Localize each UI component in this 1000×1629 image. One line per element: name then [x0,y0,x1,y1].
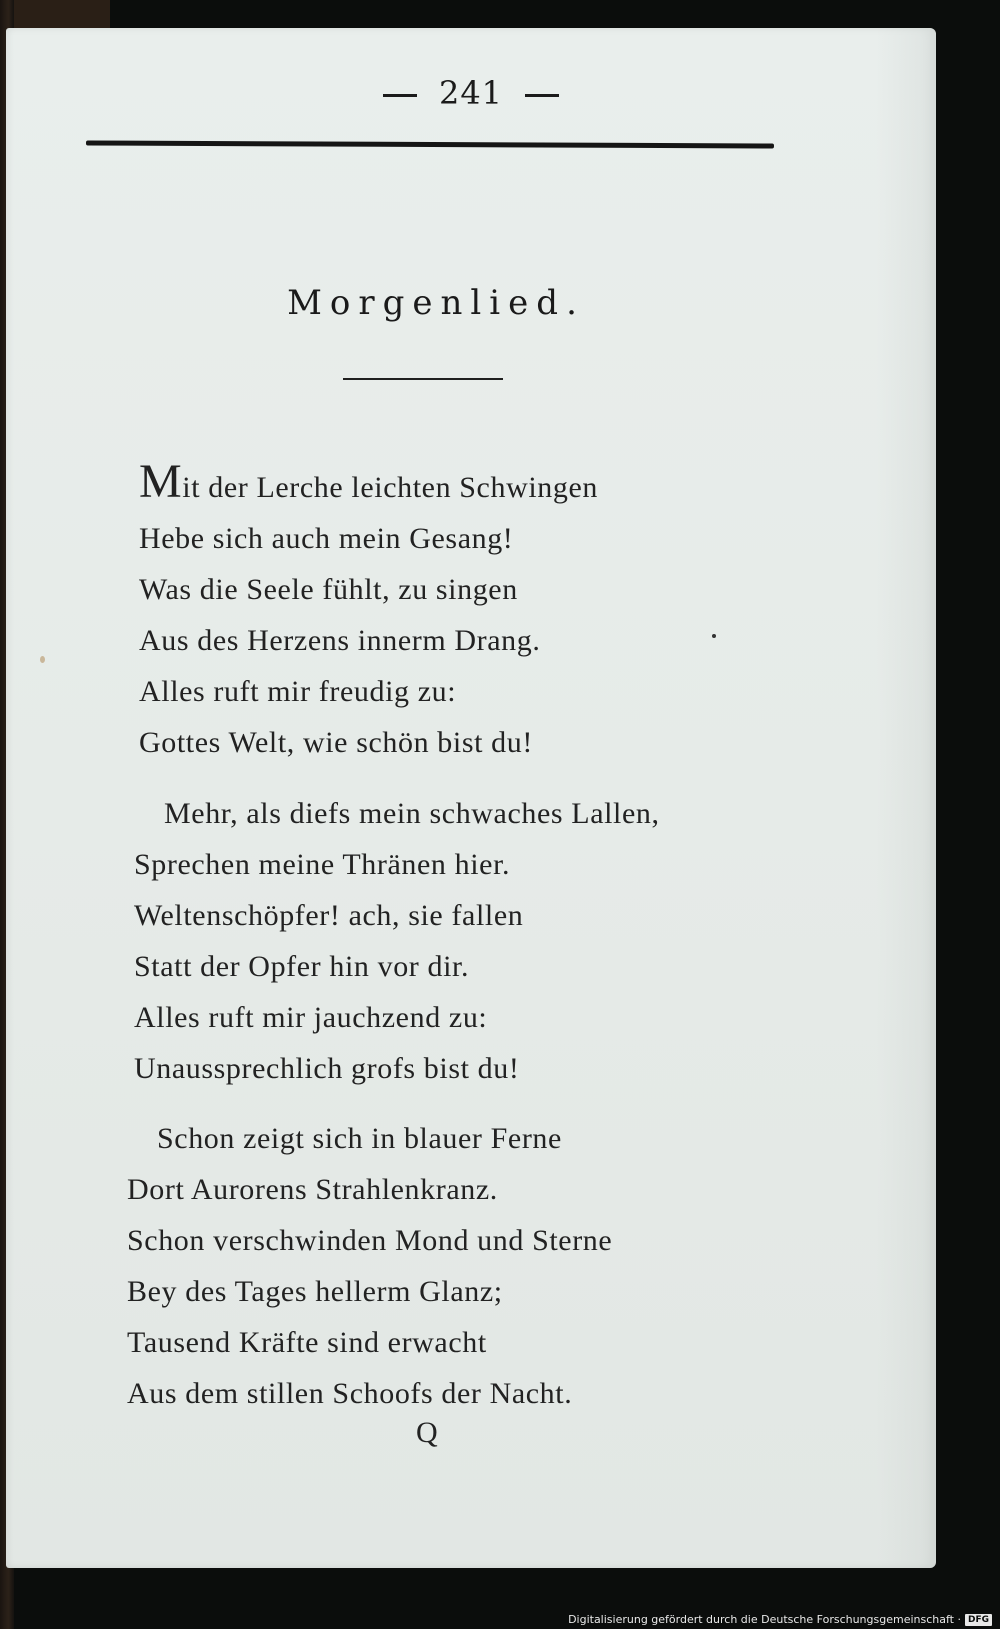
catchword: Q [416,1416,438,1449]
line-1-text: it der Lerche leichten Schwingen [182,471,598,504]
page-header [6,74,936,112]
stanza-3-line-1: Schon zeigt sich in blauer Ferne [157,1122,562,1155]
stanza-1-line-3: Was die Seele fühlt, zu singen [139,573,518,606]
stanza-3-line-3: Schon verschwinden Mond und Sterne [127,1224,613,1257]
stanza-3 [127,1113,612,1419]
stanza-1-line-1 [139,455,598,513]
page-number: 241 [438,74,504,112]
stanza-3-line-2: Dort Aurorens Strahlenkranz. [127,1173,498,1206]
stanza-2-line-4: Statt der Opfer hin vor dir. [134,950,470,983]
paper-speck [40,656,45,663]
stanza-1-line-5: Alles ruft mir freudig zu: [139,675,457,708]
stanza-1-line-2: Hebe sich auch mein Gesang! [139,522,514,555]
stanza-3-line-6: Aus dem stillen Schoofs der Nacht. [127,1377,573,1410]
dfg-logo: DFG [965,1614,992,1626]
stanza-2-line-2: Sprechen meine Thränen hier. [134,848,511,881]
stanza-2 [134,788,660,1094]
stanza-1-line-6: Gottes Welt, wie schön bist du! [139,726,533,759]
credit-text: Digitalisierung gefördert durch die Deutsche Forschungsgemeinschaft · [568,1613,961,1626]
stanza-2-line-1: Mehr, als diefs mein schwaches Lallen, [164,797,660,830]
title-rule [343,378,503,380]
book-page [6,28,936,1568]
digitization-credit [568,1613,992,1626]
poem-title: Morgenlied. [287,283,585,323]
stanza-1-line-4: Aus des Herzens innerm Drang. [139,624,541,657]
book-cover-corner [0,0,110,30]
stanza-1 [139,455,598,768]
header-rule [86,140,774,148]
stanza-2-line-6: Unaussprechlich grofs bist du! [134,1052,520,1085]
ink-speck [712,634,716,638]
stanza-3-line-4: Bey des Tages hellerm Glanz; [127,1275,503,1308]
show-through-area [706,208,906,608]
stanza-2-line-3: Weltenschöpfer! ach, sie fallen [134,899,524,932]
header-dash-left [383,94,417,97]
stanza-3-line-5: Tausend Kräfte sind erwacht [127,1326,487,1359]
drop-cap: M [139,455,183,508]
stanza-2-line-5: Alles ruft mir jauchzend zu: [134,1001,488,1034]
header-dash-right [525,94,559,97]
